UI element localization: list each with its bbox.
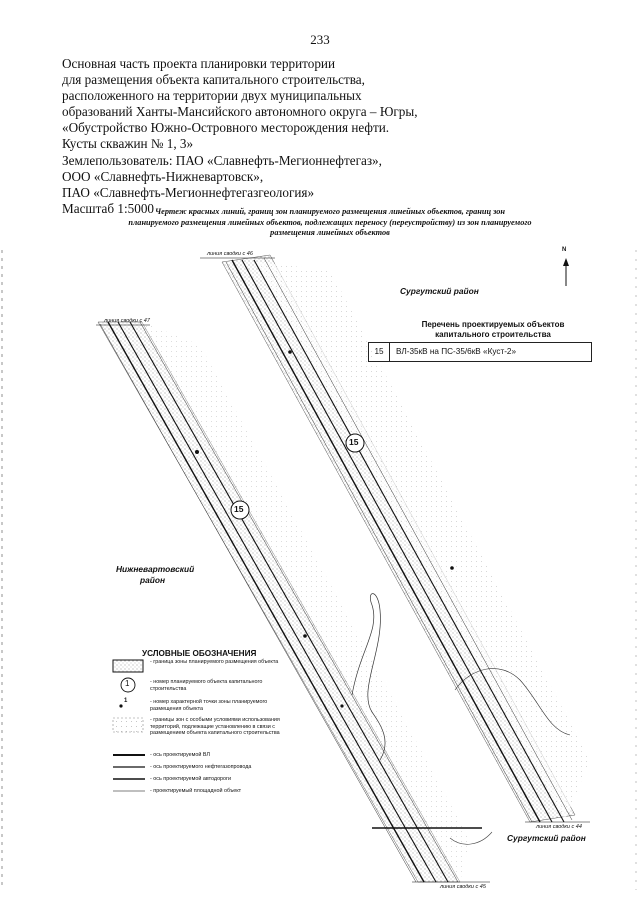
- cut-line-label-47: линия сводки с 47: [104, 318, 150, 324]
- region-nizhnevartovsk-1: Нижневартовский: [116, 564, 195, 574]
- objects-list-title: [398, 320, 588, 340]
- object-number-label: 15: [349, 437, 359, 447]
- object-row-name: ВЛ-35кВ на ПС-35/6кВ «Куст-2»: [396, 347, 517, 356]
- point-marker: [289, 351, 292, 354]
- objects-list-title-line: капитального строительства: [435, 330, 551, 339]
- header-line: ООО «Славнефть-Нижневартовск»,: [62, 168, 264, 184]
- zone-boundary-left: [98, 322, 460, 882]
- caption-line: Чертеж красных линий, границ зон планируемого размещения линейных объектов, границ зон: [154, 207, 506, 216]
- cut-line-label-44: линия сводки с 44: [536, 824, 582, 830]
- object-number-label: 15: [234, 504, 244, 514]
- point-marker: [341, 705, 343, 707]
- point-marker: [304, 635, 307, 638]
- objects-list-title-line: Перечень проектируемых объектов: [421, 320, 565, 329]
- header-line: Землепользователь: ПАО «Славнефть-Мегионнефтегаз»,: [62, 152, 382, 168]
- point-marker: [451, 567, 454, 570]
- cut-line-label-46-top: линия сводки с 46: [207, 251, 253, 257]
- header-line: «Обустройство Южно-Островного месторождения нефти.: [62, 120, 390, 136]
- header-line: образований Ханты-Мансийского автономного округа – Югры,: [62, 104, 418, 120]
- legend-item: - ось проектируемой ВЛ: [150, 752, 210, 758]
- header-line: для размещения объекта капитального строительства,: [62, 72, 365, 88]
- region-surgut-bottom: Сургутский район: [507, 833, 586, 843]
- legend-point-symbol: [119, 704, 122, 707]
- objects-list-table: [368, 342, 592, 362]
- legend-point-number: 1: [124, 698, 128, 704]
- legend-item: - проектируемый площадной объект: [150, 788, 242, 794]
- north-label: N: [562, 247, 567, 253]
- point-marker: [195, 450, 198, 453]
- legend-item: - ось проектируемой автодороги: [150, 776, 232, 782]
- header-line: расположенного на территории двух муниципальных: [62, 88, 362, 104]
- caption-line: планируемого размещения линейных объектов, подлежащих переносу (переустройству) из зон планируемого: [128, 217, 532, 227]
- legend-zone-symbol: [113, 660, 143, 672]
- header-line: Основная часть проекта планировки территории: [62, 56, 336, 71]
- header-line: Масштаб 1:5000: [62, 200, 155, 216]
- legend-item: - ось проектируемого нефтегазопровода: [150, 764, 252, 770]
- header-line: Кусты скважин № 1, 3»: [62, 136, 194, 152]
- legend-special-zone-symbol: [113, 718, 143, 732]
- legend-item: - граница зоны планируемого размещения объекта: [150, 659, 279, 665]
- legend-marker-number: 1: [125, 679, 130, 688]
- legend-item: - границы зон с особыми условиями использования территорий, подлежащие установлению в связи с размещением объекта капитального строительства: [150, 717, 280, 737]
- caption-line: размещения линейных объектов: [270, 228, 390, 237]
- region-surgut-top: Сургутский район: [400, 286, 479, 296]
- region-nizhnevartovsk-2: район: [140, 575, 166, 585]
- north-arrow-icon: [563, 258, 569, 286]
- legend-item: - номер планируемого объекта капитального строительства: [150, 679, 263, 692]
- cut-line-label-45: линия сводки с 45: [440, 884, 486, 890]
- legend-title: УСЛОВНЫЕ ОБОЗНАЧЕНИЯ: [142, 649, 257, 658]
- legend-item: - номер характерной точки зоны планируемого размещения объекта: [150, 699, 268, 712]
- object-row-number: 15: [369, 343, 390, 361]
- header-line: ПАО «Славнефть-Мегионнефтегазгеология»: [62, 184, 315, 200]
- page-number: 233: [310, 32, 330, 47]
